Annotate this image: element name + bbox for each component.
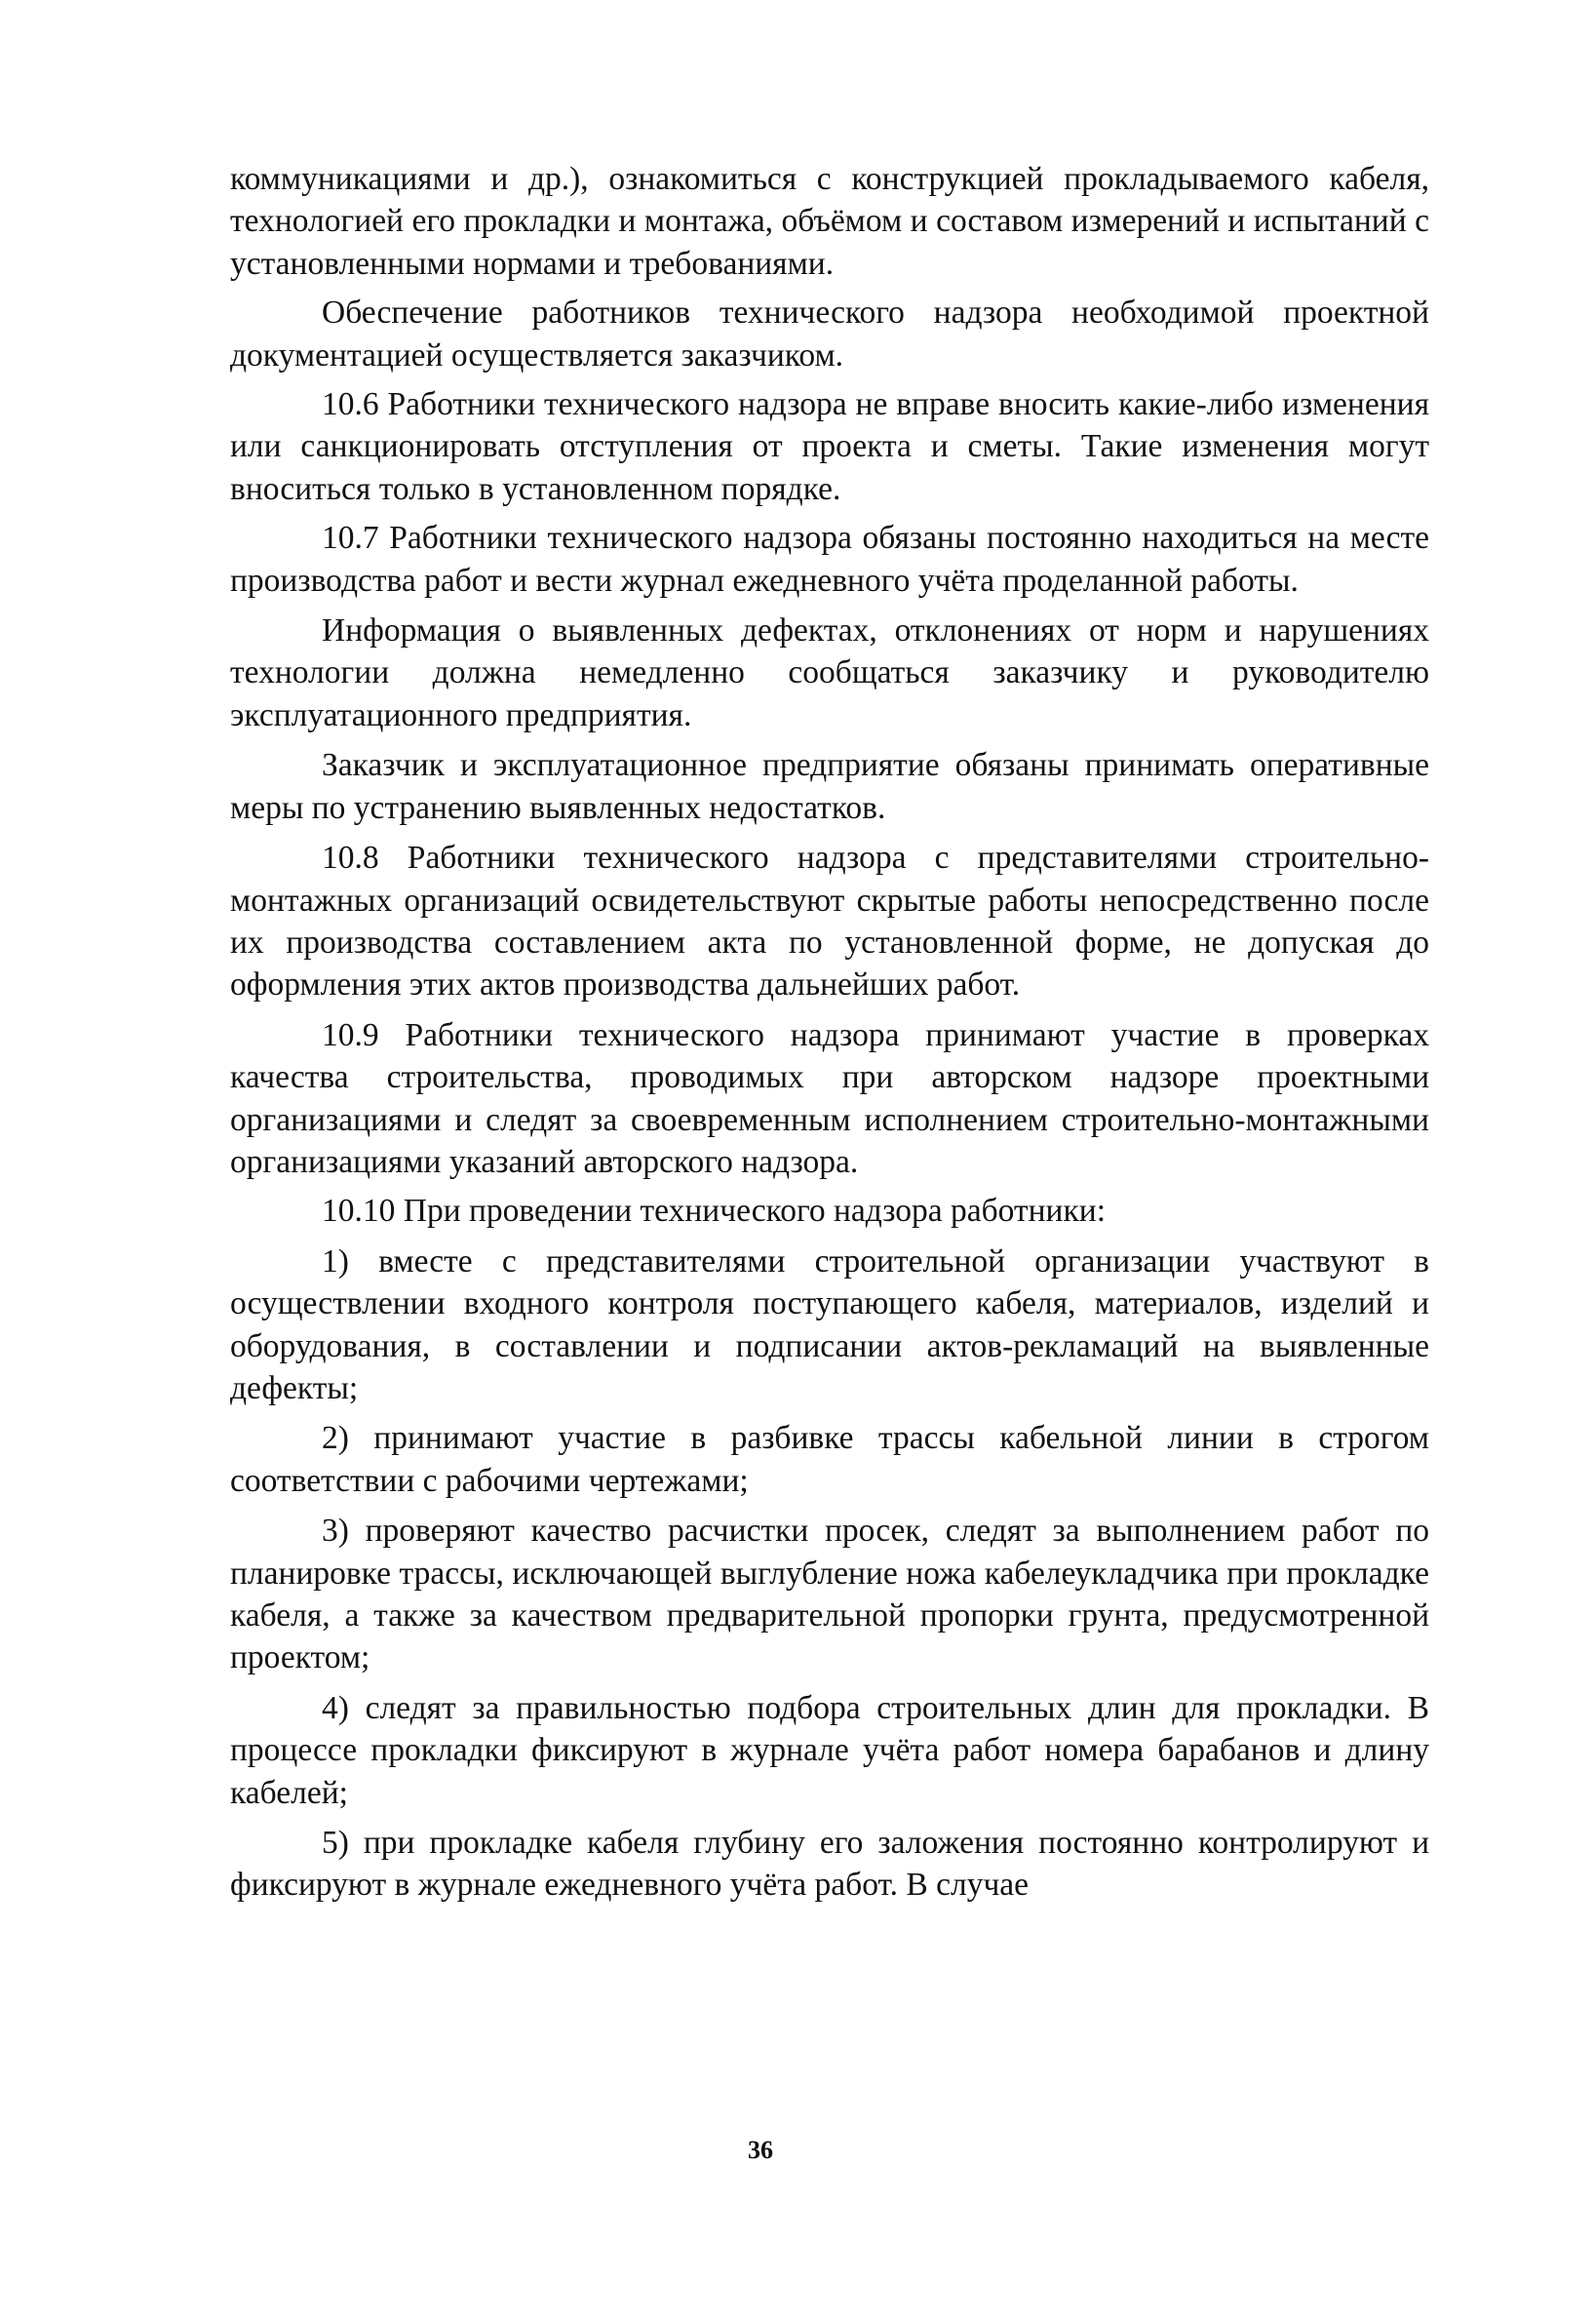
paragraph-continuation: коммуникациями и др.), ознакомиться с конструкцией прокладываемого кабеля, технологией его прокладки и монтажа, объёмом и составом измерений и испытаний с установленными нормами и требованиями. <box>230 161 1429 282</box>
document-body <box>230 158 1429 1907</box>
paragraph-10-8: 10.8 Работники технического надзора с представителями строительно-монтажных организаций освидетельствуют скрытые работы непосредственно после их производства составлением акта по установленной форме, не допуская до оформления этих актов производства дальнейших работ. <box>230 840 1429 1004</box>
list-item-4: 4) следят за правильностью подбора строительных длин для прокладки. В процессе прокладки фиксируют в журнале учёта работ номера барабанов и длину кабелей; <box>230 1689 1429 1811</box>
paragraph-customer-measures: Заказчик и эксплуатационное предприятие обязаны принимать оперативные меры по устранению выявленных недостатков. <box>230 747 1429 826</box>
paragraph-defect-information: Информация о выявленных дефектах, отклонениях от норм и нарушениях технологии должна немедленно сообщаться заказчику и руководителю эксплуатационного предприятия. <box>230 612 1429 733</box>
paragraph-10-9: 10.9 Работники технического надзора принимают участие в проверках качества строительства, проводимых при авторском надзоре проектными организациями и следят за своевременным исполнением строительно-монтажными организациями указаний авторского надзора. <box>230 1016 1429 1180</box>
list-item-5: 5) при прокладке кабеля глубину его заложения постоянно контролируют и фиксируют в журнале ежедневного учёта работ. В случае <box>230 1825 1429 1904</box>
paragraph-10-7: 10.7 Работники технического надзора обязаны постоянно находиться на месте производства работ и вести журнал ежедневного учёта проделанной работы. <box>230 520 1429 599</box>
paragraph-10-6: 10.6 Работники технического надзора не вправе вносить какие-либо изменения или санкционировать отступления от проекта и сметы. Такие изменения могут вноситься только в установленном порядке. <box>230 386 1429 507</box>
list-item-1: 1) вместе с представителями строительной организации участвуют в осуществлении входного контроля поступающего кабеля, материалов, изделий и оборудования, в составлении и подписании актов-рекламаций на выявленные дефекты; <box>230 1242 1429 1406</box>
list-item-3: 3) проверяют качество расчистки просек, следят за выполнением работ по планировке трассы, исключающей выглубление ножа кабелеукладчика при прокладке кабеля, а также за качеством предварительной пропорки грунта, предусмотренной проектом; <box>230 1513 1429 1676</box>
paragraph-10-10: 10.10 При проведении технического надзора работники: <box>322 1193 1106 1230</box>
list-item-2: 2) принимают участие в разбивке трассы кабельной линии в строгом соответствии с рабочими чертежами; <box>230 1420 1429 1499</box>
paragraph-documentation-provision: Обеспечение работников технического надзора необходимой проектной документацией осуществляется заказчиком. <box>230 295 1429 374</box>
page-number: 36 <box>748 2136 773 2164</box>
